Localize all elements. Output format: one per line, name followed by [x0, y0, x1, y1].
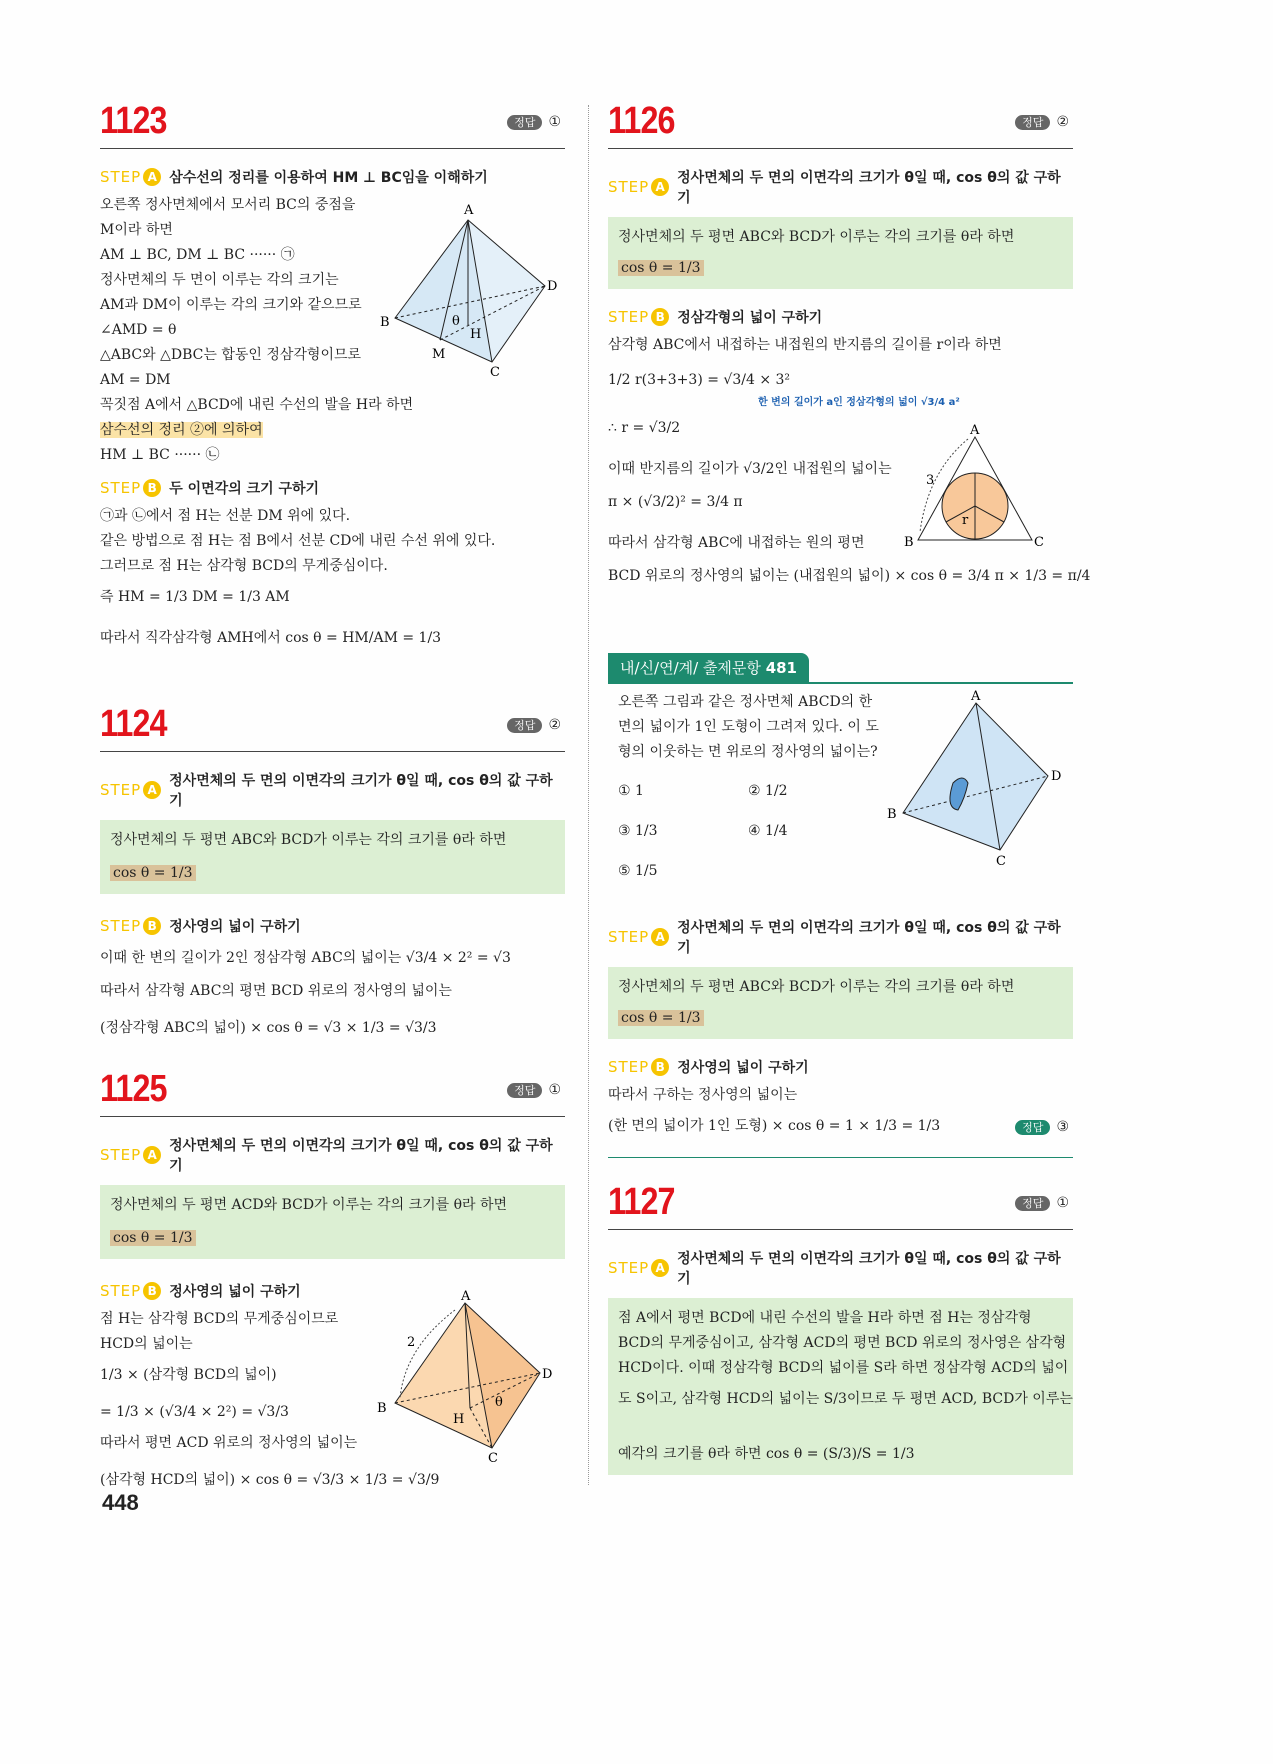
cos-value: cos θ = 1/3 — [618, 1010, 704, 1026]
label-b: B — [904, 535, 914, 550]
question-line: 면의 넓이가 1인 도형이 그려져 있다. 이 도 — [618, 719, 879, 735]
question-line: 오른쪽 그림과 같은 정사면체 ABCD의 한 — [618, 694, 873, 710]
text-line: 점 A에서 평면 BCD에 내린 수선의 발을 H라 하면 점 H는 정삼각형 — [618, 1310, 1032, 1326]
problem-number: 1127 — [608, 1181, 675, 1223]
step-label: STEP — [608, 1259, 650, 1277]
text-line: 따라서 구하는 정사영의 넓이는 — [608, 1087, 798, 1103]
step-b — [608, 1057, 1073, 1077]
step-a — [100, 770, 565, 810]
answer — [507, 717, 561, 733]
label-c: C — [488, 1451, 498, 1466]
answer-tag: 정답 — [1015, 1120, 1050, 1135]
problem-number: 1123 — [100, 100, 167, 142]
step-label: STEP — [100, 1282, 142, 1300]
answer — [507, 1082, 561, 1098]
label-c: C — [490, 365, 500, 380]
answer-value: ② — [548, 717, 561, 733]
text-line: ∴ r = √3/2 — [608, 420, 681, 436]
label-a: A — [970, 423, 980, 438]
cos-value: cos θ = 1/3 — [110, 1230, 196, 1246]
step-badge: B — [651, 1058, 669, 1076]
text-line: AM = DM — [100, 372, 171, 388]
step-label: STEP — [100, 917, 142, 935]
text-line: HM ⊥ BC ······ ㉡ — [100, 447, 220, 463]
answer-value: ① — [548, 114, 561, 130]
section-number: 481 — [765, 659, 797, 677]
problem-number: 1126 — [608, 100, 675, 142]
section-label: 내/신/연/계/ 출제문항 — [620, 659, 761, 677]
answer-value: ① — [548, 1082, 561, 1098]
text-line: 정사면체의 두 면이 이루는 각의 크기는 — [100, 272, 339, 288]
label-theta: θ — [495, 1395, 503, 1410]
text-line: 1/2 r(3+3+3) = √3/4 × 3² — [608, 372, 791, 388]
step-title: 정사면체의 두 면의 이면각의 크기가 θ일 때, cos θ의 값 구하기 — [169, 1138, 553, 1174]
step-label: STEP — [100, 479, 142, 497]
label-a: A — [461, 1289, 471, 1304]
step-title: 정사면체의 두 면의 이면각의 크기가 θ일 때, cos θ의 값 구하기 — [677, 1251, 1061, 1287]
step-title: 정사영의 넓이 구하기 — [677, 1060, 809, 1076]
page-number: 448 — [102, 1490, 139, 1515]
key-box — [608, 1298, 1073, 1475]
text-line: 삼수선의 정리 ②에 의하여 — [100, 422, 263, 438]
problem-number: 1125 — [100, 1068, 167, 1110]
answer-tag: 정답 — [507, 1083, 542, 1098]
text-line: HCD의 넓이는 — [100, 1336, 193, 1352]
answer — [507, 114, 561, 130]
answer-value: ③ — [1056, 1119, 1069, 1135]
label-d: D — [547, 279, 558, 294]
step-a — [608, 917, 1073, 957]
step-badge: B — [651, 308, 669, 326]
label-c: C — [996, 854, 1006, 869]
problem-1125 — [100, 1068, 565, 1493]
label-a: A — [971, 689, 981, 704]
answer-tag: 정답 — [1015, 1196, 1050, 1211]
text-line: 정사면체의 두 평면 ABC와 BCD가 이루는 각의 크기를 θ라 하면 — [618, 229, 1015, 245]
text-line: 삼각형 ABC에서 내접하는 내접원의 반지름의 길이를 r이라 하면 — [608, 337, 1002, 353]
choice-3: ③ 1/3 — [618, 823, 658, 839]
cos-value: cos θ = 1/3 — [618, 260, 704, 276]
text-line: 그러므로 점 H는 삼각형 BCD의 무게중심이다. — [100, 558, 388, 574]
step-label: STEP — [608, 1058, 650, 1076]
label-c: C — [1034, 535, 1044, 550]
key-box — [608, 967, 1073, 1039]
text-line: (한 면의 넓이가 1인 도형) × cos θ = 1 × 1/3 = 1/3 — [608, 1118, 941, 1134]
step-a — [100, 167, 565, 187]
problem-1123 — [100, 100, 565, 651]
step-label: STEP — [100, 781, 142, 799]
problem-1124 — [100, 703, 565, 1041]
label-theta: θ — [452, 314, 460, 329]
step-badge: B — [143, 479, 161, 497]
step-badge: A — [143, 168, 161, 186]
naesin-problem-481 — [608, 653, 1073, 1158]
answer-value: ② — [1056, 114, 1069, 130]
text-line: AM과 DM이 이루는 각의 크기와 같으므로 — [100, 297, 362, 313]
step-a — [608, 167, 1073, 207]
label-edge: 2 — [407, 1335, 416, 1350]
problem-1126 — [608, 100, 1091, 589]
choice-5: ⑤ 1/5 — [618, 863, 658, 879]
step-title: 정사면체의 두 면의 이면각의 크기가 θ일 때, cos θ의 값 구하기 — [169, 773, 553, 809]
text-line: 점 H는 삼각형 BCD의 무게중심이므로 — [100, 1311, 339, 1327]
step-label: STEP — [608, 928, 650, 946]
question-line: 형의 이웃하는 면 위로의 정사영의 넓이는? — [618, 744, 878, 760]
formula-note: 한 변의 길이가 a인 정삼각형의 넓이 √3/4 a² — [758, 397, 960, 408]
text-line: HCD이다. 이때 정삼각형 BCD의 넓이를 S라 하면 정삼각형 ACD의 넓이 — [618, 1360, 1069, 1376]
text-line: 1/3 × (삼각형 BCD의 넓이) — [100, 1367, 277, 1383]
step-title: 정사영의 넓이 구하기 — [169, 1284, 301, 1300]
label-b: B — [380, 315, 390, 330]
text-line: 따라서 삼각형 ABC의 평면 BCD 위로의 정사영의 넓이는 — [100, 983, 452, 999]
text-line: (정삼각형 ABC의 넓이) × cos θ = √3 × 1/3 = √3/3 — [100, 1020, 437, 1036]
text-line: 따라서 직각삼각형 AMH에서 cos θ = HM/AM = 1/3 — [100, 630, 442, 646]
text-line: 정사면체의 두 평면 ACD와 BCD가 이루는 각의 크기를 θ라 하면 — [110, 1197, 508, 1213]
tetrahedron-figure — [883, 688, 1073, 868]
key-box — [608, 217, 1073, 289]
text-line: 정사면체의 두 평면 ABC와 BCD가 이루는 각의 크기를 θ라 하면 — [618, 979, 1015, 995]
step-title: 두 이면각의 크기 구하기 — [169, 481, 320, 497]
label-a: A — [464, 203, 474, 218]
step-title: 삼수선의 정리를 이용하여 HM ⊥ BC임을 이해하기 — [169, 170, 488, 186]
label-d: D — [1051, 769, 1062, 784]
step-badge: A — [651, 178, 669, 196]
text-line: 이때 반지름의 길이가 √3/2인 내접원의 넓이는 — [608, 461, 892, 477]
step-badge: A — [143, 1146, 161, 1164]
text-line: BCD 위로의 정사영의 넓이는 (내접원의 넓이) × cos θ = 3/4 π × 1/3 = π/4 — [608, 568, 1091, 584]
text-line: 즉 HM = 1/3 DM = 1/3 AM — [100, 589, 290, 605]
step-label: STEP — [608, 178, 650, 196]
text-line: 같은 방법으로 점 H는 점 B에서 선분 CD에 내린 수선 위에 있다. — [100, 533, 496, 549]
text-line: 꼭짓점 A에서 △BCD에 내린 수선의 발을 H라 하면 — [100, 397, 414, 413]
text-line: 이때 한 변의 길이가 2인 정삼각형 ABC의 넓이는 √3/4 × 2² = √3 — [100, 950, 511, 966]
text-line: AM ⊥ BC, DM ⊥ BC ······ ㉠ — [100, 247, 295, 263]
text-line: 따라서 삼각형 ABC에 내접하는 원의 평면 — [608, 535, 865, 551]
text-line: BCD의 무게중심이고, 삼각형 ACD의 평면 BCD 위로의 정사영은 삼각형 — [618, 1335, 1067, 1351]
answer — [1015, 1119, 1069, 1135]
label-d: D — [542, 1367, 553, 1382]
step-b — [100, 916, 565, 936]
step-badge: B — [143, 917, 161, 935]
tetrahedron-figure — [380, 200, 570, 380]
text-line: 오른쪽 정사면체에서 모서리 BC의 중점을 — [100, 197, 356, 213]
cos-value: cos θ = 1/3 — [110, 865, 196, 881]
problem-1127 — [608, 1181, 1073, 1475]
label-h: H — [470, 327, 482, 342]
text-line: 예각의 크기를 θ라 하면 cos θ = (S/3)/S = 1/3 — [618, 1446, 915, 1462]
triangle-incircle-figure — [898, 422, 1048, 552]
step-badge: B — [143, 1282, 161, 1300]
step-b — [100, 478, 565, 498]
answer-tag: 정답 — [1015, 115, 1050, 130]
step-badge: A — [651, 928, 669, 946]
step-badge: A — [651, 1259, 669, 1277]
step-label: STEP — [608, 308, 650, 326]
step-b — [608, 307, 1073, 327]
label-b: B — [377, 1401, 387, 1416]
step-label: STEP — [100, 1146, 142, 1164]
label-h: H — [453, 1412, 465, 1427]
text-line: (삼각형 HCD의 넓이) × cos θ = √3/3 × 1/3 = √3/9 — [100, 1472, 440, 1488]
text-line: M이라 하면 — [100, 222, 173, 238]
choice-4: ④ 1/4 — [748, 823, 788, 839]
key-box — [100, 820, 565, 894]
column-divider — [588, 105, 589, 1485]
text-line: π × (√3/2)² = 3/4 π — [608, 494, 743, 510]
step-title: 정사면체의 두 면의 이면각의 크기가 θ일 때, cos θ의 값 구하기 — [677, 170, 1061, 206]
text-line: 따라서 평면 ACD 위로의 정사영의 넓이는 — [100, 1435, 358, 1451]
answer-tag: 정답 — [507, 718, 542, 733]
choice-1: ① 1 — [618, 783, 644, 799]
answer — [1015, 114, 1069, 130]
tetrahedron-figure — [375, 1288, 565, 1466]
answer-tag: 정답 — [507, 115, 542, 130]
label-m: M — [432, 347, 446, 362]
answer-value: ① — [1056, 1195, 1069, 1211]
text-line: △ABC와 △DBC는 합동인 정삼각형이므로 — [100, 347, 362, 363]
step-a — [608, 1248, 1073, 1288]
step-title: 정삼각형의 넓이 구하기 — [677, 310, 823, 326]
key-box — [100, 1185, 565, 1259]
step-title: 정사면체의 두 면의 이면각의 크기가 θ일 때, cos θ의 값 구하기 — [677, 920, 1061, 956]
text-line: 도 S이고, 삼각형 HCD의 넓이는 S/3이므로 두 평면 ACD, BCD가 이루는 — [618, 1391, 1073, 1407]
label-r: r — [962, 513, 969, 528]
step-label: STEP — [100, 168, 142, 186]
text-line: 정사면체의 두 평면 ABC와 BCD가 이루는 각의 크기를 θ라 하면 — [110, 832, 507, 848]
step-title: 정사영의 넓이 구하기 — [169, 919, 301, 935]
text-line: ∠AMD = θ — [100, 322, 177, 338]
choice-2: ② 1/2 — [748, 783, 788, 799]
text-line: ㉠과 ㉡에서 점 H는 선분 DM 위에 있다. — [100, 508, 351, 524]
step-a — [100, 1135, 565, 1175]
label-edge: 3 — [926, 473, 935, 488]
label-b: B — [887, 807, 897, 822]
answer — [1015, 1195, 1069, 1211]
problem-number: 1124 — [100, 703, 167, 745]
text-line: = 1/3 × (√3/4 × 2²) = √3/3 — [100, 1404, 289, 1420]
step-badge: A — [143, 781, 161, 799]
